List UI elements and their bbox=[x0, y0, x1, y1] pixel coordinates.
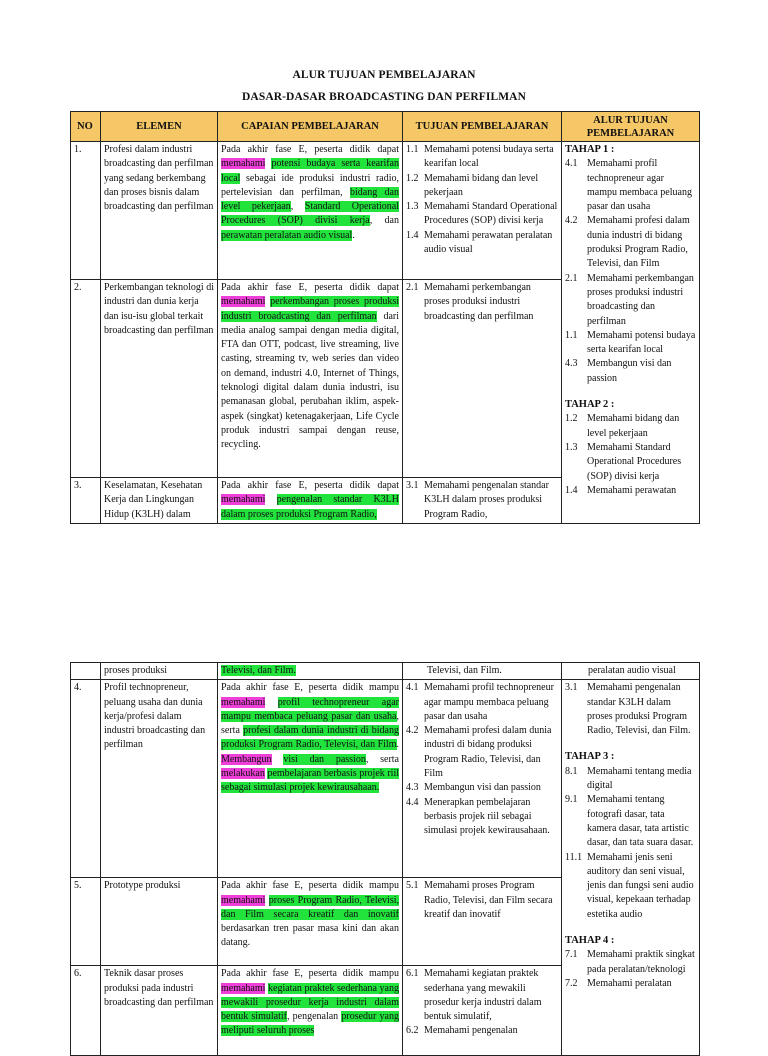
row-no bbox=[71, 663, 101, 680]
list-item-text: Memahami profesi dalam dunia industri di bidang produksi Program Radio, Televisi, dan Film bbox=[587, 215, 690, 270]
row-no: 5. bbox=[71, 878, 101, 966]
highlight-text: Televisi, dan Film. bbox=[221, 665, 296, 676]
list-item-text: Memahami bidang dan level pekerjaan bbox=[424, 172, 539, 198]
row-capaian bbox=[218, 478, 403, 524]
list-item-number: 4.2 bbox=[565, 215, 578, 227]
list-item bbox=[406, 681, 558, 724]
row-no: 1. bbox=[71, 142, 101, 280]
list-item bbox=[565, 793, 696, 850]
list-item bbox=[406, 781, 558, 795]
row-tujuan: Televisi, dan Film. bbox=[403, 663, 562, 680]
row-elemen: Teknik dasar proses produksi pada industri broadcasting dan perfilman bbox=[101, 966, 218, 1056]
list-item-text: Memahami peralatan bbox=[587, 977, 672, 989]
capaian-text: Pada akhir fase E, peserta didik mampu bbox=[221, 682, 399, 694]
document-page-2 bbox=[0, 660, 768, 1037]
row-tujuan bbox=[403, 680, 562, 878]
list-item-number: 6.2 bbox=[406, 1025, 419, 1037]
list-item-number: 3.1 bbox=[406, 480, 419, 491]
row-no: 6. bbox=[71, 966, 101, 1056]
list-item-number: 4.4 bbox=[406, 796, 419, 808]
list-item bbox=[406, 200, 558, 229]
list-item-number: 4.1 bbox=[406, 682, 419, 694]
highlight-text: proses Program Radio, Televisi, dan Film secara kreatif dan inovatif bbox=[221, 894, 399, 920]
capaian-text: dari media analog sampai dengan media digital, FTA dan OTT, podcast, live streaming, live casting, streaming tv, web series dan video on demand, industri 4.0, Internet of Things, teknologi digital dalam dunia industri, isu pemanasan global, perubahan iklim, aspek-aspek (singkat) ketenagakerjaan, Life Cycle produk industri sampai dengan reuse, recycling. bbox=[221, 310, 399, 451]
alur-column-page-1 bbox=[562, 142, 700, 524]
list-item-number: 11.1 bbox=[565, 851, 583, 863]
highlight-verb: memahami bbox=[221, 158, 266, 170]
row-no: 4. bbox=[71, 680, 101, 878]
list-item-text: Memahami profesi dalam dunia industri di bidang produksi Program Radio, Televisi, dan Film bbox=[424, 725, 552, 780]
list-item bbox=[406, 281, 558, 324]
list-item-number: 1.4 bbox=[565, 484, 578, 496]
row-capaian bbox=[218, 680, 403, 878]
list-item-text: Memahami profil technopreneur agar mampu membaca peluang pasar dan usaha bbox=[587, 158, 692, 213]
list-item-text: Memahami potensi budaya serta kearifan local bbox=[424, 144, 554, 170]
document-subtitle: DASAR-DASAR BROADCASTING DAN PERFILMAN bbox=[242, 91, 526, 103]
header-elemen: ELEMEN bbox=[101, 112, 218, 142]
list-item-number: 9.1 bbox=[565, 794, 578, 806]
list-item-text: Memahami tentang media digital bbox=[587, 765, 692, 792]
capaian-text bbox=[272, 754, 284, 765]
capaian-text: . bbox=[352, 229, 355, 241]
list-item bbox=[565, 948, 696, 977]
list-item-text: Memahami proses Program Radio, Televisi, dan Film secara kreatif dan inovatif bbox=[424, 880, 553, 920]
capaian-text bbox=[265, 697, 277, 708]
capaian-text bbox=[265, 494, 276, 505]
document-title: ALUR TUJUAN PEMBELAJARAN bbox=[292, 69, 476, 81]
list-item-text: Memahami kegiatan praktek sederhana yang mewakili prosedur kerja industri dalam bentuk simulatif, bbox=[424, 968, 542, 1023]
tahap-heading: TAHAP 4 : bbox=[565, 935, 615, 947]
capaian-text: Pada akhir fase E, peserta didik dapat bbox=[221, 144, 399, 155]
capaian-text: , serta bbox=[365, 753, 399, 765]
list-item bbox=[565, 441, 696, 484]
alur-continued: peralatan audio visual bbox=[562, 663, 700, 680]
header-alur: ALUR TUJUAN PEMBELAJARAN bbox=[562, 112, 700, 142]
row-tujuan bbox=[403, 280, 562, 478]
alur-column-page-2 bbox=[562, 680, 700, 1056]
list-item-number: 1.4 bbox=[406, 229, 419, 241]
row-no: 2. bbox=[71, 280, 101, 478]
list-item-text: Menerapkan pembelajaran berbasis projek riil sebagai simulasi projek kewirausahaan. bbox=[424, 796, 550, 837]
list-item-number: 1.2 bbox=[565, 413, 578, 425]
list-item bbox=[406, 143, 558, 172]
list-item-text: Memahami pengenalan bbox=[424, 1025, 518, 1037]
list-item-text: Membangun visi dan passion bbox=[424, 782, 541, 794]
list-item-number: 5.1 bbox=[406, 880, 419, 892]
tahap-heading: TAHAP 1 : bbox=[565, 144, 615, 155]
list-item bbox=[565, 157, 696, 214]
capaian-text: Pada akhir fase E, peserta didik mampu bbox=[221, 968, 399, 980]
list-item bbox=[565, 412, 696, 441]
highlight-verb: memahami bbox=[221, 982, 266, 994]
list-item bbox=[565, 681, 696, 738]
table-row-continued bbox=[71, 663, 700, 680]
list-item bbox=[406, 796, 558, 839]
list-item-text: Memahami Standard Operational Procedures (SOP) divisi kerja bbox=[424, 201, 558, 227]
list-item-number: 3.1 bbox=[565, 682, 578, 694]
highlight-text: pengenalan standar K3LH dalam proses produksi Program Radio, bbox=[221, 494, 399, 520]
list-item-number: 2.1 bbox=[565, 272, 578, 284]
highlight-text: pembelajaran berbasis projek riil sebagai simulasi projek kewirausahaan. bbox=[221, 768, 400, 794]
list-item-number: 1.1 bbox=[406, 144, 419, 155]
list-item-number: 4.2 bbox=[406, 725, 419, 737]
capaian-text: , pengenalan bbox=[286, 1011, 342, 1023]
row-elemen: Keselamatan, Kesehatan Kerja dan Lingkungan Hidup (K3LH) dalam bbox=[101, 478, 218, 524]
capaian-text: Pada akhir fase E, peserta didik dapat bbox=[221, 480, 399, 491]
list-item bbox=[565, 977, 696, 991]
highlight-verb: Membangun bbox=[221, 753, 272, 765]
highlight-text: perawatan peralatan audio visual bbox=[221, 229, 353, 241]
row-capaian bbox=[218, 966, 403, 1056]
list-item-text: Memahami tentang fotografi dasar, tata kamera dasar, tata artistic dasar, dan tata suara dasar. bbox=[587, 794, 694, 849]
capaian-text: Pada akhir fase E, peserta didik dapat bbox=[221, 282, 399, 293]
header-tujuan: TUJUAN PEMBELAJARAN bbox=[403, 112, 562, 142]
list-item bbox=[565, 357, 696, 386]
list-item bbox=[406, 724, 558, 781]
row-capaian bbox=[218, 878, 403, 966]
list-item-text: Memahami bidang dan level pekerjaan bbox=[587, 413, 680, 439]
tahap-heading: TAHAP 3 : bbox=[565, 751, 615, 763]
list-item-text: Memahami pengenalan standar K3LH dalam proses produksi Program Radio, bbox=[424, 480, 549, 520]
list-item bbox=[406, 479, 558, 522]
list-item bbox=[406, 1024, 558, 1038]
highlight-text: profil technopreneur agar mampu membaca peluang pasar dan usaha bbox=[221, 696, 399, 722]
capaian-text: sebagai ide produksi industri radio, pertelevisian dan perfilman, bbox=[221, 172, 399, 198]
highlight-verb: melakukan bbox=[221, 768, 265, 780]
capaian-text: Pada akhir fase E, peserta didik mampu bbox=[221, 880, 399, 892]
highlight-verb: memahami bbox=[221, 494, 266, 506]
list-item bbox=[406, 229, 558, 258]
highlight-text: bidang dan level pekerjaan bbox=[221, 186, 399, 213]
list-item bbox=[565, 214, 696, 271]
highlight-text: potensi budaya serta kearifan local bbox=[221, 158, 399, 184]
list-item-text: Memahami perawatan peralatan audio visual bbox=[424, 229, 553, 256]
list-item-number: 1.3 bbox=[406, 201, 419, 213]
highlight-text: perkembangan proses produksi industri broadcasting dan perfilman bbox=[221, 296, 399, 322]
list-item bbox=[406, 879, 558, 922]
list-item-number: 7.2 bbox=[565, 977, 578, 989]
list-item-text: Memahami pengenalan standar K3LH dalam proses produksi Program Radio, Televisi, dan Film. bbox=[587, 682, 691, 737]
list-item-number: 8.1 bbox=[565, 765, 578, 777]
highlight-verb: memahami bbox=[221, 894, 266, 906]
row-elemen: Prototype produksi bbox=[101, 878, 218, 966]
row-tujuan bbox=[403, 966, 562, 1056]
row-capaian bbox=[218, 280, 403, 478]
highlight-text: kegiatan praktek sederhana yang mewakili prosedur kerja industri dalam bentuk simulatif bbox=[221, 982, 399, 1023]
row-elemen: Profil technopreneur, peluang usaha dan dunia kerja/profesi dalam industri broadcasting dan perfilman bbox=[101, 680, 218, 878]
list-item-text: Memahami Standard Operational Procedures (SOP) divisi kerja bbox=[587, 441, 682, 482]
tahap-heading: TAHAP 2 : bbox=[565, 399, 615, 411]
highlight-text: prosedur yang meliputi seluruh proses bbox=[221, 1011, 399, 1037]
list-item-text: Membangun visi dan passion bbox=[587, 358, 672, 384]
header-no: NO bbox=[71, 112, 101, 142]
table-row bbox=[71, 680, 700, 878]
list-item bbox=[565, 484, 696, 498]
list-item bbox=[406, 967, 558, 1024]
table-header-row bbox=[71, 112, 700, 142]
highlight-text: Standard Operational Procedures (SOP) divisi kerja bbox=[221, 201, 399, 227]
atp-table-page-1 bbox=[70, 111, 700, 524]
table-row bbox=[71, 142, 700, 280]
list-item-number: 1.2 bbox=[406, 172, 419, 184]
row-tujuan bbox=[403, 142, 562, 280]
list-item-number: 4.1 bbox=[565, 158, 578, 170]
row-capaian bbox=[218, 663, 403, 680]
list-item-text: Memahami perawatan bbox=[587, 484, 677, 496]
list-item-number: 4.3 bbox=[565, 358, 578, 370]
list-item bbox=[406, 172, 558, 201]
highlight-text: visi dan passion bbox=[283, 753, 366, 765]
list-item-number: 1.3 bbox=[565, 441, 578, 453]
list-item-text: Memahami profil technopreneur agar mampu membaca peluang pasar dan usaha bbox=[424, 682, 554, 722]
capaian-text: , dan bbox=[369, 215, 399, 227]
capaian-text: , serta bbox=[221, 710, 399, 737]
list-item-number: 1.1 bbox=[565, 329, 578, 341]
header-capaian: CAPAIAN PEMBELAJARAN bbox=[218, 112, 403, 142]
row-elemen: Profesi dalam industri broadcasting dan perfilman yang sedang berkembang dan proses bisnis dalam broadcasting dan perfilman bbox=[101, 142, 218, 280]
atp-table-page-2 bbox=[70, 662, 700, 1056]
highlight-verb: memahami bbox=[221, 696, 266, 708]
row-elemen: proses produksi bbox=[101, 663, 218, 680]
list-item bbox=[565, 851, 696, 922]
capaian-text: berdasarkan tren pasar masa kini dan akan datang. bbox=[221, 923, 399, 949]
capaian-text: , bbox=[290, 201, 305, 213]
row-elemen: Perkembangan teknologi di industri dan dunia kerja dan isu-isu global terkait broadcasting dan perfilman bbox=[101, 280, 218, 478]
capaian-text: . bbox=[396, 739, 399, 751]
list-item-number: 6.1 bbox=[406, 968, 419, 980]
highlight-verb: memahami bbox=[221, 296, 266, 308]
row-no: 3. bbox=[71, 478, 101, 524]
list-item bbox=[565, 329, 696, 358]
highlight-text: profesi dalam dunia industri di bidang produksi Program Radio, Televisi, dan Film bbox=[221, 725, 399, 751]
list-item-text: Memahami perkembangan proses produksi industri broadcasting dan perfilman bbox=[424, 282, 534, 322]
list-item-text: Memahami jenis seni auditory dan seni visual, jenis dan fungsi seni audio visual, kepekaan terhadap estetika audio bbox=[587, 851, 694, 920]
list-item-text: Memahami perkembangan proses produksi industri broadcasting dan perfilman bbox=[587, 272, 694, 327]
list-item-number: 7.1 bbox=[565, 949, 578, 961]
list-item-text: Memahami potensi budaya serta kearifan local bbox=[587, 329, 696, 356]
list-item-number: 4.3 bbox=[406, 782, 419, 794]
list-item bbox=[565, 765, 696, 794]
list-item bbox=[565, 272, 696, 329]
row-tujuan bbox=[403, 478, 562, 524]
list-item-number: 2.1 bbox=[406, 282, 419, 293]
list-item-text: Memahami praktik singkat pada peralatan/teknologi bbox=[587, 949, 695, 975]
row-tujuan bbox=[403, 878, 562, 966]
row-capaian bbox=[218, 142, 403, 280]
